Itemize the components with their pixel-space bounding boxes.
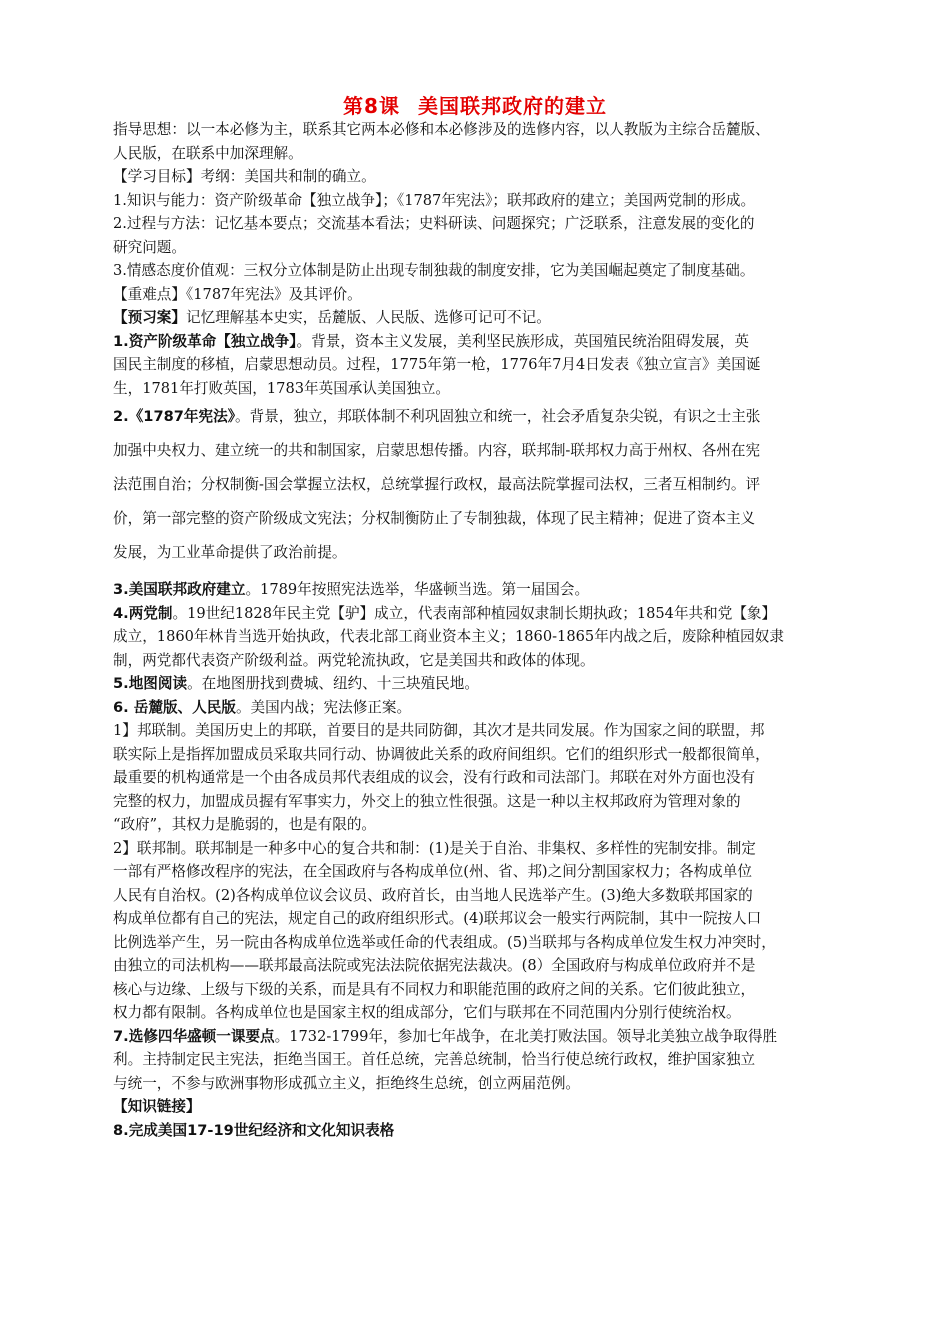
confederation-line: “政府”，其权力是脆弱的，也是有限的。 (113, 816, 377, 833)
federation-line: 2】联邦制。联邦制是一种多中心的复合共和制：(1)是关于自治、非集权、多样性的宪制安排。制定 (113, 839, 756, 857)
knowledge-link-label: 【知识链接】 (113, 1098, 201, 1115)
section-heading: 6. 岳麓版、人民版 (113, 698, 236, 716)
section-2-line: 加强中央权力、建立统一的共和制国家，启蒙思想传播。内容，联邦制-联邦权力高于州权、各州在宪 (113, 442, 761, 459)
guide-line: 人民版，在联系中加深理解。 (113, 144, 303, 162)
section-heading: 7.选修四华盛顿一课要点 (113, 1027, 275, 1045)
section-1 (113, 330, 853, 354)
lesson-number: 第8课 (343, 94, 400, 118)
section-2-line: 价，第一部完整的资产阶级成文宪法；分权制衡防止了专制独裁，体现了民主精神；促进了资本主义 (113, 510, 756, 527)
section-7-line: 与统一，不参与欧洲事物形成孤立主义，拒绝终生总统，创立两届范例。 (113, 1074, 581, 1092)
section-5 (113, 672, 853, 696)
page-title (0, 90, 950, 119)
section-2 (113, 400, 853, 434)
goal-process: 2.过程与方法：记忆基本要点；交流基本看法；史料研读、问题探究；广泛联系，注意发展的变化的 (113, 215, 755, 232)
confederation-line: 1】邦联制。美国历史上的邦联，首要目的是共同防御，其次才是共同发展。作为国家之间的联盟，邦 (113, 722, 765, 739)
section-text: 。在地图册找到费城、纽约、十三块殖民地。 (187, 675, 479, 692)
goal-knowledge: 1.知识与能力：资产阶级革命【独立战争】；《1787年宪法》；联邦政府的建立；美国两党制的形成。 (113, 191, 756, 209)
section-2-line: 发展，为工业革命提供了政治前提。 (113, 544, 347, 561)
goal-emotion: 3.情感态度价值观：三权分立体制是防止出现专制独裁的制度安排，它为美国崛起奠定了制度基础。 (113, 262, 755, 279)
section-heading: 1.资产阶级革命【独立战争】 (113, 332, 297, 350)
section-heading: 2.《1787年宪法》 (113, 408, 235, 425)
preview-label: 【预习案】 (113, 309, 186, 326)
section-2-line: 法范围自治；分权制衡-国会掌握立法权，总统掌握行政权，最高法院掌握司法权，三者互相制约。评 (113, 476, 761, 493)
federation-line: 一部有严格修改程序的宪法，在全国政府与各构成单位(州、省、邦)之间分割国家权力；各构成单位 (113, 863, 752, 880)
key-points: 【重难点】《1787年宪法》及其评价。 (113, 285, 362, 303)
confederation-line: 最重要的机构通常是一个由各成员邦代表组成的议会，没有行政和司法部门。邦联在对外方面也没有 (113, 769, 756, 786)
section-7 (113, 1025, 853, 1049)
preview-text: 记忆理解基本史实，岳麓版、人民版、选修可记可不记。 (185, 309, 551, 326)
section-text: 。背景，资本主义发展，美利坚民族形成，英国殖民统治阻碍发展，英 (296, 332, 749, 350)
section-heading: 5.地图阅读 (113, 675, 188, 692)
federation-line: 人民有自治权。(2)各构成单位议会议员、政府首长，由当地人民选举产生。(3)绝大多数联邦国家的 (113, 886, 753, 904)
section-heading: 4.两党制 (113, 604, 173, 622)
preview-line (113, 306, 853, 330)
goal-line: 【学习目标】考纲：美国共和制的确立。 (113, 168, 376, 185)
lesson-title: 美国联邦政府的建立 (417, 94, 607, 118)
section-8 (113, 1119, 853, 1143)
section-1-line: 生，1781年打败英国，1783年英国承认美国独立。 (113, 379, 450, 397)
confederation-line: 联实际上是指挥加盟成员采取共同行动、协调彼此关系的政府间组织。它们的组织形式一般都很简单， (113, 745, 770, 763)
section-heading: 8.完成美国17-19世纪经济和文化知识表格 (113, 1121, 395, 1139)
section-4 (113, 602, 853, 626)
section-3 (113, 578, 853, 602)
guide-line: 指导思想：以一本必修为主，联系其它两本必修和本必修涉及的选修内容，以人教版为主综合岳麓版、 (113, 121, 770, 138)
federation-line: 比例选举产生，另一院由各构成单位选举或任命的代表组成。(5)当联邦与各构成单位发生权力冲突时， (113, 933, 776, 951)
federation-line: 核心与边缘、上级与下级的关系，而是具有不同权力和职能范围的政府之间的关系。它们彼此独立， (113, 980, 756, 998)
section-4-line: 成立，1860年林肯当选开始执政，代表北部工商业资本主义；1860-1865年内战之后，废除种植园奴隶 (113, 628, 784, 645)
goal-process: 研究问题。 (113, 238, 186, 256)
federation-line: 权力都有限制。各构成单位也是国家主权的组成部分，它们与联邦在不同范围内分别行使统治权。 (113, 1004, 741, 1021)
knowledge-link (113, 1095, 853, 1119)
section-7-line: 利。主持制定民主宪法，拒绝当国王。首任总统，完善总统制，恰当行使总统行政权，维护国家独立 (113, 1051, 756, 1068)
section-6 (113, 696, 853, 720)
section-text: 。美国内战；宪法修正案。 (235, 698, 412, 716)
federation-line: 构成单位都有自己的宪法，规定自己的政府组织形式。(4)联邦议会一般实行两院制，其中一院按人口 (113, 910, 762, 927)
confederation-line: 完整的权力，加盟成员握有军事实力，外交上的独立性很强。这是一种以主权邦政府为管理对象的 (113, 792, 741, 810)
section-text: 。背景，独立，邦联体制不利巩固独立和统一，社会矛盾复杂尖锐，有识之士主张 (235, 408, 761, 425)
section-text: 。19世纪1828年民主党【驴】成立，代表南部种植园奴隶制长期执政；1854年共和党【象】 (172, 604, 777, 622)
section-text: 。1732-1799年，参加七年战争，在北美打败法国。领导北美独立战争取得胜 (274, 1027, 778, 1045)
document-body (113, 118, 853, 1142)
section-text: 。1789年按照宪法选举，华盛顿当选。第一届国会。 (245, 581, 590, 598)
federation-line: 由独立的司法机构——联邦最高法院或宪法法院依据宪法裁决。(8）全国政府与构成单位政府并不是 (113, 957, 756, 974)
section-4-line: 制，两党都代表资产阶级利益。两党轮流执政，它是美国共和政体的体现。 (113, 651, 595, 669)
section-heading: 3.美国联邦政府建立 (113, 581, 246, 598)
section-1-line: 国民主制度的移植，启蒙思想动员。过程，1775年第一枪，1776年7月4日发表《独立宣言》美国诞 (113, 356, 761, 373)
